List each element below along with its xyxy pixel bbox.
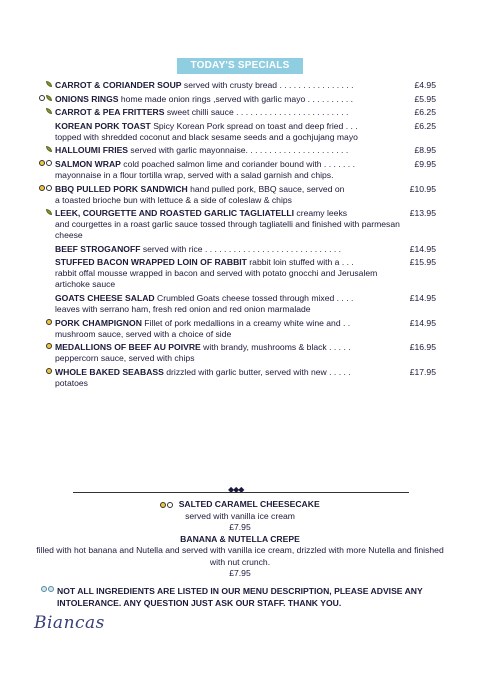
- item-description: Crumbled Goats cheese tossed through mixed: [154, 292, 335, 303]
- dessert-item: [36, 499, 444, 534]
- page-title: TODAY'S SPECIALS: [177, 58, 303, 74]
- specials-list: [36, 80, 436, 391]
- vegetarian-leaf-icon: [46, 108, 52, 114]
- vegetarian-leaf-icon: [46, 81, 52, 87]
- dietary-icons: [36, 367, 55, 374]
- item-price: £5.95: [414, 93, 436, 104]
- dessert-description: filled with hot banana and Nutella and served with vanilla ice cream, drizzled with more Nutella and finished with nut crunch.: [36, 545, 444, 567]
- item-name: ONIONS RINGS: [55, 93, 119, 104]
- dietary-icons: [36, 293, 55, 294]
- item-name: SALMON WRAP: [55, 158, 121, 169]
- item-price: £6.25: [414, 107, 436, 118]
- gluten-free-icon: [39, 185, 45, 191]
- dot-leader: . . . . .: [326, 366, 351, 377]
- item-description: Fillet of pork medallions in a creamy white wine and: [141, 317, 341, 328]
- item-description-continued: rabbit offal mousse wrapped in bacon and served with potato gnocchi and Jerusalem artichoke sauce: [55, 268, 378, 290]
- notice-text: NOT ALL INGREDIENTS ARE LISTED IN OUR MENU DESCRIPTION, PLEASE ADVISE ANY INTOLERANCE. ANY QUESTION JUST ASK OUR STAFF. THANK YOU.: [57, 586, 423, 608]
- menu-item: [36, 244, 436, 255]
- dot-leader: . . . . . . . . . . . . . . . . . . . . .: [247, 145, 349, 156]
- item-description: with brandy, mushrooms & black: [200, 342, 327, 353]
- dessert-name: BANANA & NUTELLA CREPE: [180, 533, 300, 544]
- menu-item: [36, 145, 436, 156]
- vegetarian-leaf-icon: [46, 146, 52, 152]
- menu-item: [36, 121, 436, 143]
- dietary-icons: [36, 318, 55, 325]
- item-price: £14.95: [409, 317, 436, 328]
- menu-item: [36, 342, 436, 364]
- dietary-icons: [36, 159, 55, 166]
- dot-leader: . . . . .: [326, 342, 351, 353]
- item-description-continued: leaves with serrano ham, fresh red onion and red onion marmalade: [55, 303, 311, 314]
- gluten-free-icon: [46, 343, 52, 349]
- item-price: £14.95: [409, 243, 436, 254]
- item-description: hand pulled pork, BBQ sauce, served on: [187, 183, 345, 194]
- dot-leader: . . . . . . . . . . . . . . . .: [277, 80, 354, 90]
- menu-item: [36, 293, 436, 315]
- menu-item: [36, 318, 436, 340]
- item-description-continued: and courgettes in a roast garlic sauce tossed through tagliatelli and finished with parmesan cheese: [55, 219, 400, 241]
- vegan-icon: [46, 185, 52, 191]
- desserts-section: [36, 499, 444, 580]
- allergy-notice: [36, 585, 444, 609]
- item-description-continued: mushroom sauce, served with a choice of side: [55, 328, 232, 339]
- menu-item: [36, 80, 436, 91]
- menu-item: [36, 257, 436, 290]
- dot-leader: . . . . . . . . . . . . . . . . . . . . . . . . . . . . .: [202, 243, 342, 254]
- snowflake-icon: [41, 586, 47, 592]
- item-name: HALLOUMI FRIES: [55, 145, 129, 156]
- item-name: BEEF STROGANOFF: [55, 243, 141, 254]
- item-name: GOATS CHEESE SALAD: [55, 292, 155, 303]
- dietary-icons: [160, 502, 173, 508]
- dot-leader: . . . .: [334, 292, 354, 303]
- dessert-name: SALTED CARAMEL CHEESECAKE: [178, 499, 320, 509]
- item-description: served with rice: [140, 243, 203, 254]
- item-price: £10.95: [409, 183, 436, 194]
- vegetarian-icon: [167, 502, 173, 508]
- item-price: £16.95: [409, 342, 436, 353]
- dietary-icons: [36, 208, 55, 215]
- menu-item: [36, 159, 436, 181]
- item-description-continued: potatoes: [55, 377, 88, 388]
- brand-logo: Biancas: [34, 613, 105, 633]
- item-price: £4.95: [414, 80, 436, 90]
- dot-leader: . . .: [339, 257, 354, 268]
- item-name: PORK CHAMPIGNON: [55, 317, 142, 328]
- item-price: £6.25: [414, 120, 436, 131]
- dietary-icons: [36, 184, 55, 191]
- dessert-price: £7.95: [229, 522, 251, 532]
- menu-item: [36, 94, 436, 105]
- item-name: KOREAN PORK TOAST: [55, 120, 151, 131]
- item-name: CARROT & CORIANDER SOUP: [55, 80, 182, 90]
- item-description-continued: topped with shredded coconut and black sesame seeds and a gochjujang mayo: [55, 131, 358, 142]
- dot-leader: . .: [340, 317, 351, 328]
- vegan-icon: [39, 95, 45, 101]
- item-description-continued: peppercorn sauce, served with chips: [55, 353, 195, 364]
- item-name: BBQ PULLED PORK SANDWICH: [55, 183, 188, 194]
- item-name: LEEK, COURGETTE AND ROASTED GARLIC TAGLIATELLI: [55, 208, 295, 219]
- gluten-free-icon: [160, 502, 166, 508]
- item-description: drizzled with garlic butter, served with new: [163, 366, 327, 377]
- dessert-description: served with vanilla ice cream: [185, 510, 295, 521]
- menu-item: [36, 184, 436, 206]
- gluten-free-icon: [39, 160, 45, 166]
- menu-item: [36, 208, 436, 241]
- dietary-icons: [36, 244, 55, 245]
- item-price: £14.95: [409, 292, 436, 303]
- dessert-price: £7.95: [229, 568, 251, 578]
- dot-leader: . . . . . . .: [321, 158, 355, 169]
- gluten-free-icon: [46, 319, 52, 325]
- dot-leader: . . . . . . . . . . . . . . . . . . . . . . . .: [233, 107, 349, 118]
- vegetarian-leaf-icon: [46, 95, 52, 101]
- gluten-free-icon: [46, 368, 52, 374]
- dietary-icons: [36, 257, 55, 258]
- dietary-icons: [36, 121, 55, 122]
- section-divider: [73, 492, 409, 493]
- dot-leader: . . . . . . . . . .: [305, 93, 354, 104]
- dot-leader: . . .: [343, 120, 358, 131]
- item-name: STUFFED BACON WRAPPED LOIN OF RABBIT: [55, 257, 247, 268]
- dietary-icons: [36, 145, 55, 152]
- item-price: £15.95: [409, 257, 436, 268]
- item-description: cold poached salmon lime and coriander bound with: [120, 158, 322, 169]
- notice-icons: [36, 585, 57, 609]
- item-description: served with garlic mayonnaise.: [128, 145, 248, 156]
- item-price: £17.95: [409, 366, 436, 377]
- item-description: creamy leeks: [294, 208, 348, 219]
- vegetarian-leaf-icon: [46, 209, 52, 215]
- item-name: MEDALLIONS OF BEEF AU POIVRE: [55, 342, 201, 353]
- dietary-icons: [36, 342, 55, 349]
- item-description-continued: a toasted brioche bun with lettuce & a side of coleslaw & chips: [55, 194, 292, 205]
- item-description: rabbit loin stuffed with a: [246, 257, 340, 268]
- divider-ornament: ◆◆◆: [228, 485, 244, 494]
- snowflake-icon: [48, 586, 54, 592]
- item-description: sweet chilli sauce: [164, 107, 234, 118]
- dietary-icons: [36, 94, 55, 101]
- menu-item: [36, 367, 436, 389]
- item-price: £13.95: [409, 208, 436, 219]
- dietary-icons: [36, 107, 55, 114]
- menu-item: [36, 107, 436, 118]
- item-name: CARROT & PEA FRITTERS: [55, 107, 165, 118]
- vegan-icon: [46, 160, 52, 166]
- dessert-item: [36, 534, 444, 580]
- item-description: home made onion rings ,served with garlic mayo: [118, 93, 306, 104]
- item-description-continued: mayonnaise in a flour tortilla wrap, served with a salad garnish and chips.: [55, 169, 334, 180]
- item-price: £9.95: [414, 158, 436, 169]
- dietary-icons: [36, 80, 55, 87]
- item-name: WHOLE BAKED SEABASS: [55, 366, 164, 377]
- item-description: served with crusty bread: [181, 80, 278, 90]
- item-description: Spicy Korean Pork spread on toast and deep fried: [150, 120, 344, 131]
- item-price: £8.95: [414, 145, 436, 156]
